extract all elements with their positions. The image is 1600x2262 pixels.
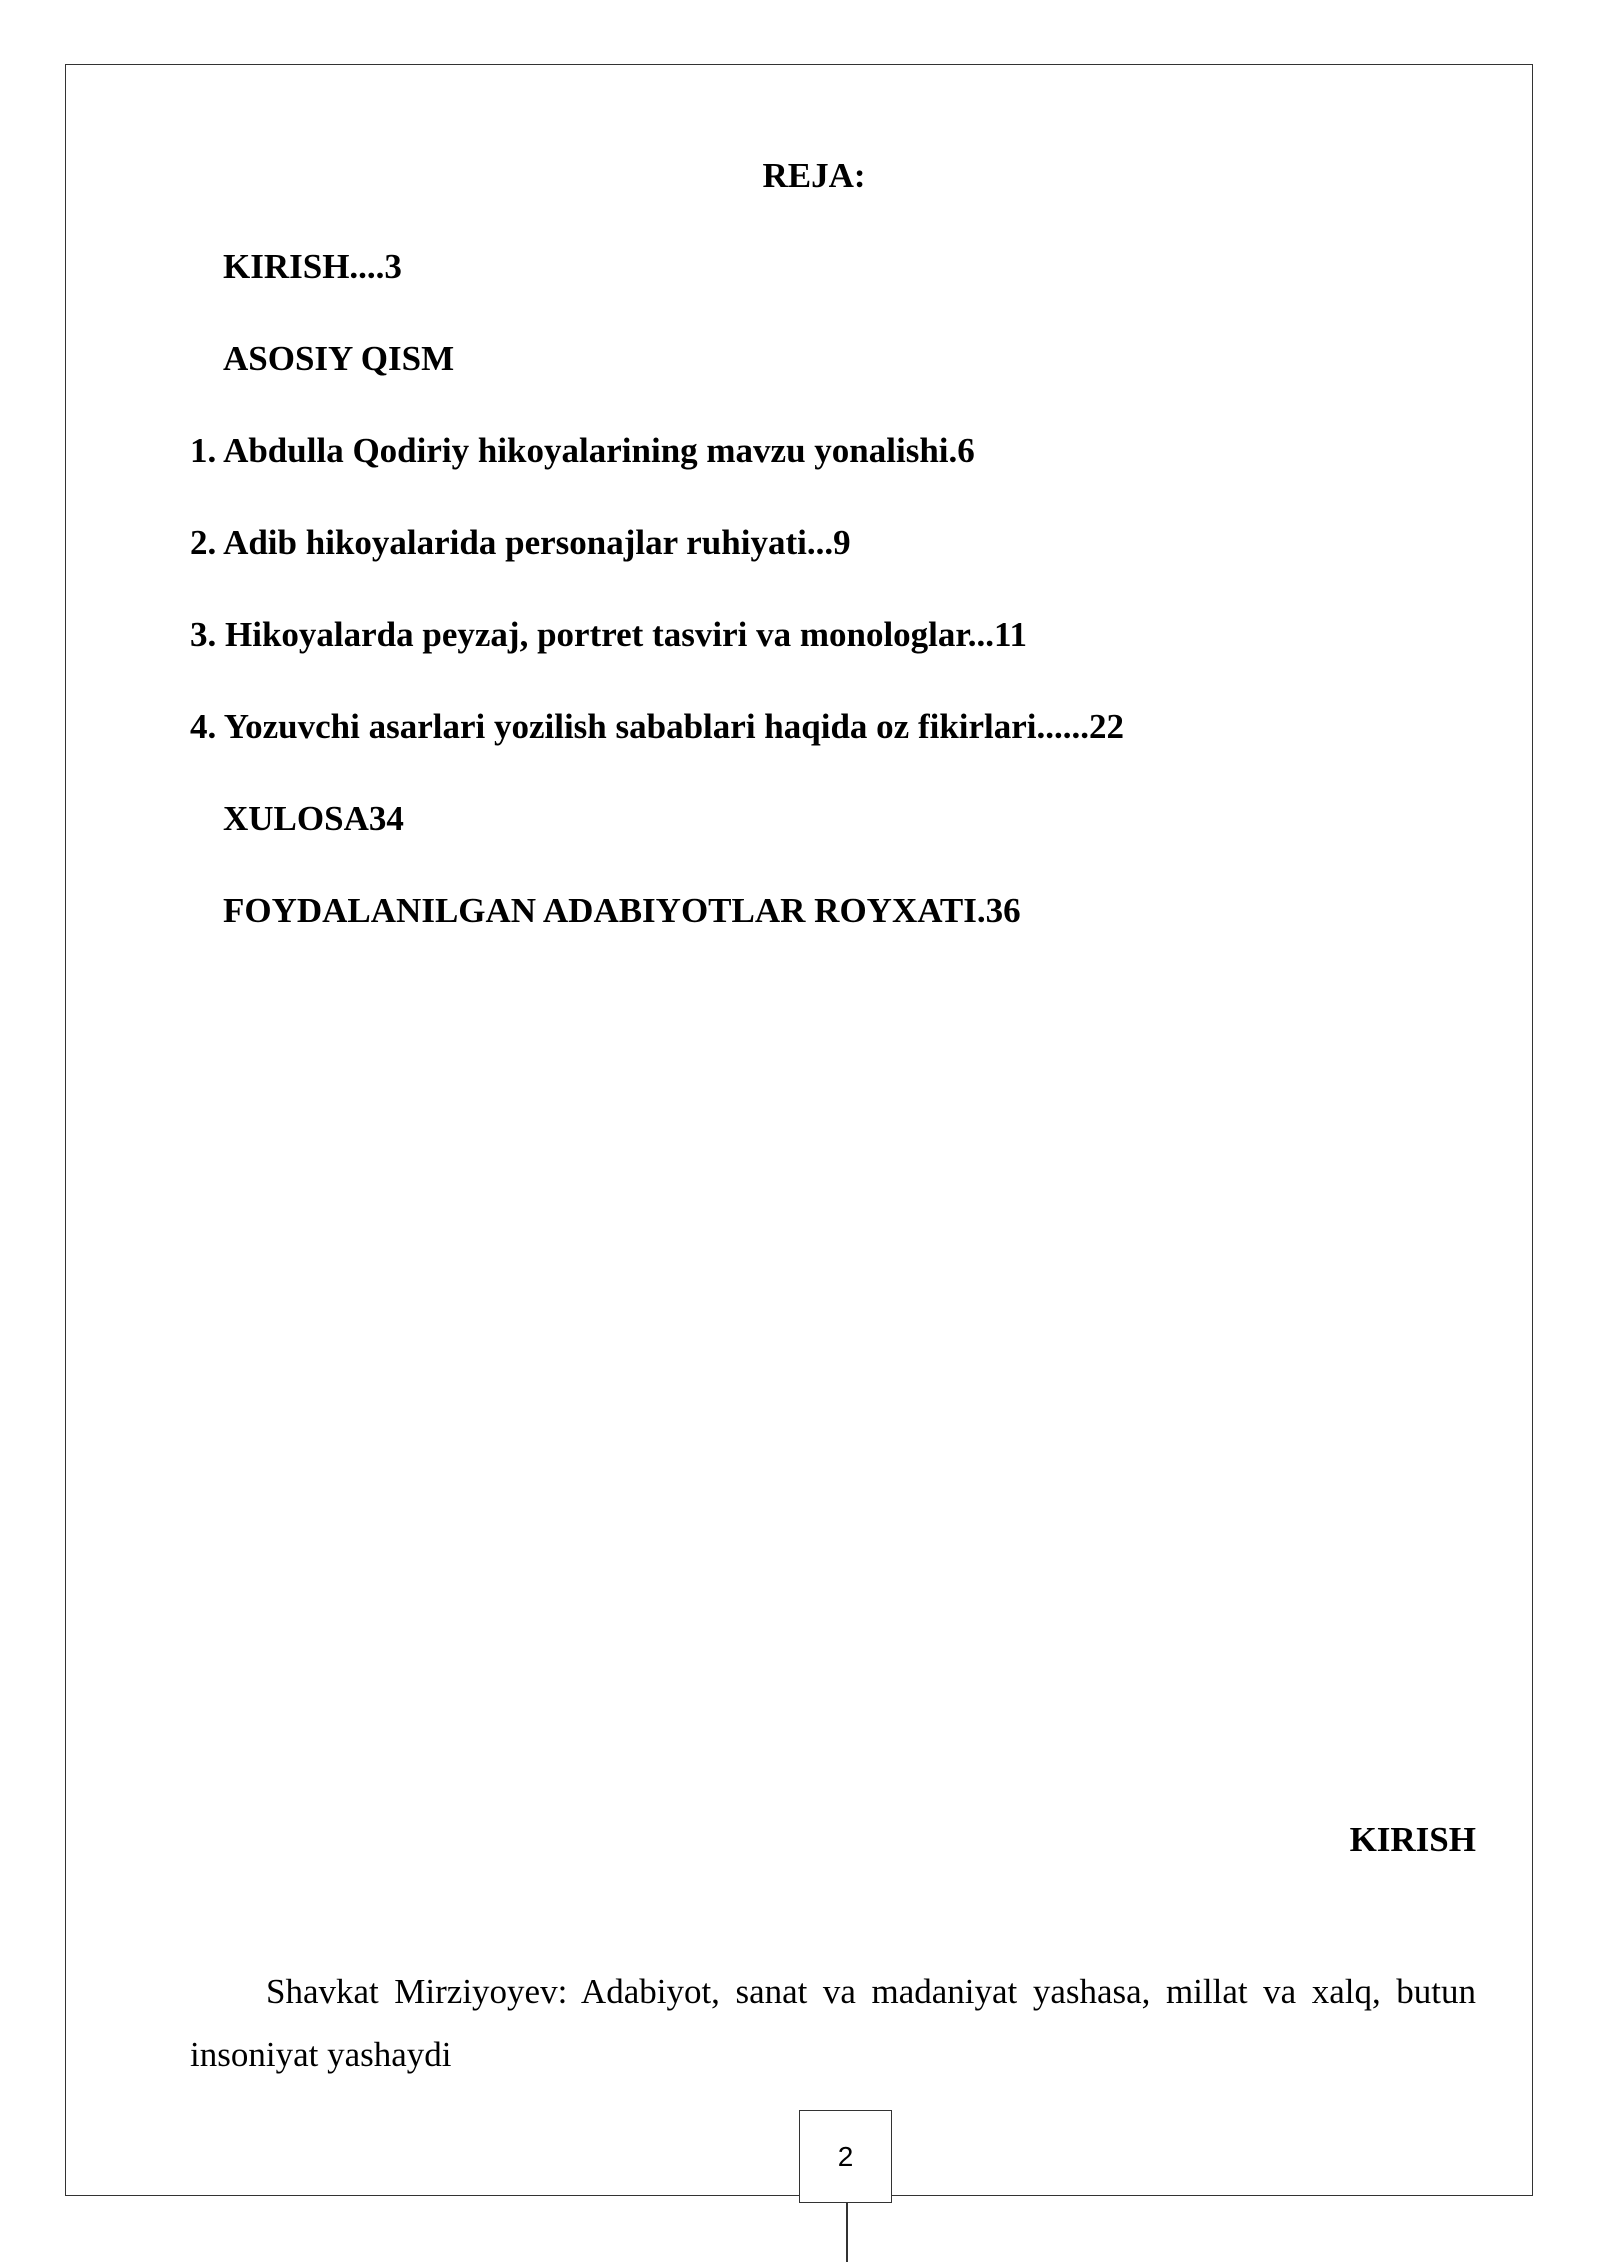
plan-title: REJA: bbox=[762, 156, 866, 195]
toc-entry-adabiyotlar: FOYDALANILGAN ADABIYOTLAR ROYXATI.36 bbox=[223, 891, 1021, 930]
toc-entry-kirish: KIRISH....3 bbox=[223, 247, 402, 286]
toc-entry-4: 4. Yozuvchi asarlari yozilish sabablari haqida oz fikirlari......22 bbox=[190, 707, 1125, 746]
toc-entry-3: 3. Hikoyalarda peyzaj, portret tasviri va monologlar...11 bbox=[190, 615, 1028, 654]
page-number-connector-line bbox=[846, 2203, 848, 2262]
page-number: 2 bbox=[837, 2140, 854, 2172]
introduction-heading: KIRISH bbox=[1349, 1820, 1476, 1859]
toc-entry-asosiy-qism: ASOSIY QISM bbox=[223, 339, 455, 378]
toc-entry-1: 1. Abdulla Qodiriy hikoyalarining mavzu yonalishi.6 bbox=[190, 431, 975, 470]
page-number-box bbox=[799, 2110, 892, 2203]
toc-entry-xulosa: XULOSA34 bbox=[223, 799, 404, 838]
toc-entry-2: 2. Adib hikoyalarida personajlar ruhiyati...9 bbox=[190, 523, 851, 562]
page-border bbox=[65, 64, 1533, 2196]
introduction-paragraph: Shavkat Mirziyoyev: Adabiyot, sanat va madaniyat yashasa, millat va xalq, butun insoniyat yashaydi bbox=[190, 1972, 1476, 2074]
